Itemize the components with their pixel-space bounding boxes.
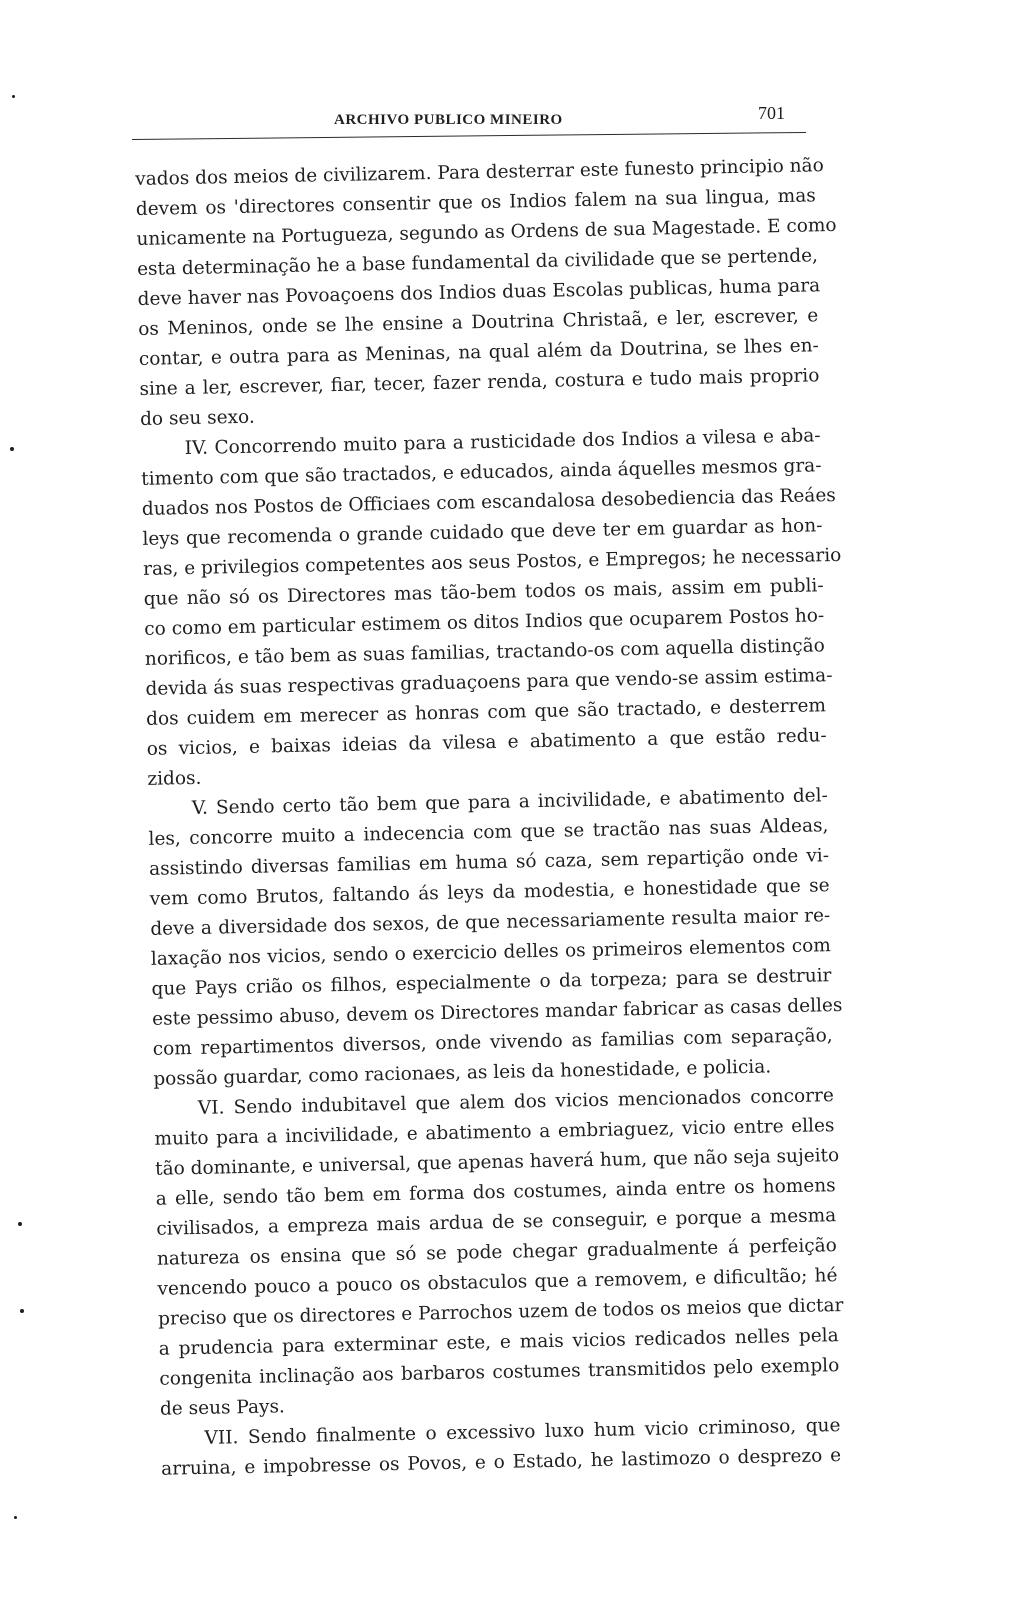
text-line: contar, e outra para as Meninas, na qual além da Doutrina, se lhes en- (138, 335, 819, 370)
text-line: les, concorre muito a indecencia com que se tractão nas suas Aldeas, (148, 815, 829, 850)
text-line: leys que recomenda o grande cuidado que deve ter em guardar as hon- (142, 515, 823, 550)
text-line: vencendo pouco a pouco os obstaculos que a removem, e dificultão; hé (157, 1265, 838, 1300)
scan-speck (12, 95, 15, 98)
header-rule (132, 132, 806, 140)
text-line: do seu sexo. (139, 406, 255, 430)
text-line: deve haver nas Povoaçoens dos Indios duas Escolas publicas, huma para (137, 275, 821, 310)
text-line: ras, e privilegios competentes aos seus Postos, e Empregos; he necessario (142, 544, 842, 580)
text-line: civilisados, a empreza mais ardua de se conseguir, e porque a mesma (156, 1205, 837, 1240)
text-line: dos cuidem em merecer as honras com que são tractado, e desterrem (145, 695, 827, 730)
text-line: norificos, e tão bem as suas familias, tractando-os com aquella distinção (144, 635, 825, 670)
text-line: natureza os ensina que só se pode chegar gradualmente á perfeição (156, 1235, 838, 1270)
text-line: esta determinação he a base fundamental da civilidade que se pertende, (136, 245, 819, 280)
scan-speck (18, 1222, 22, 1226)
text-line: que não só os Directores mas tão-bem todos os mais, assim em publi- (143, 575, 824, 610)
text-line: zidos. (147, 767, 202, 790)
scan-speck (14, 1516, 17, 1519)
text-line: os vicios, e baixas ideias da vilesa e abatimento a que estão redu- (146, 725, 827, 760)
text-line: tão dominante, e universal, que apenas haverá hum, que não seja sujeito (154, 1145, 840, 1180)
text-line: timento com que são tractados, e educados, ainda áquelles mesmos gra- (141, 455, 822, 490)
text-line: congenita inclinação aos barbaros costumes transmitidos pelo exemplo (159, 1355, 840, 1390)
text-line: sine a ler, escrever, fiar, tecer, fazer renda, costura e tudo mais proprio (139, 365, 820, 400)
scan-speck (20, 1309, 24, 1313)
text-line: assistindo diversas familias em huma só caza, sem repartição onde vi- (148, 845, 830, 880)
paragraph-v-start: V. Sendo certo tão bem que para a incivilidade, e abatimento del- (191, 785, 829, 819)
text-line: co como em particular estimem os ditos Indios que ocuparem Postos ho- (144, 605, 825, 640)
text-line: duados nos Postos de Officiaes com escandalosa desobediencia das Reáes (141, 485, 836, 520)
page-number: 701 (758, 103, 785, 123)
paragraph-vii-start: VII. Sendo finalmente o excessivo luxo hum vicio criminoso, que (204, 1415, 841, 1449)
text-line: a elle, sendo tão bem em forma dos costumes, ainda entre os homens (155, 1175, 836, 1210)
text-line: vados dos meios de civilizarem. Para desterrar este funesto principio não (135, 155, 824, 190)
text-line: de seus Pays. (159, 1396, 286, 1420)
scan-speck (10, 447, 14, 451)
text-line: a prudencia para exterminar este, e mais vicios redicados nelles pela (158, 1325, 839, 1360)
text-line: vem como Brutos, faltando ás leys da modestia, e honestidade que se (149, 875, 830, 910)
text-line: laxação nos vicios, sendo o exercicio delles os primeiros elementos com (150, 935, 832, 970)
text-line: arruina, e impobresse os Povos, e o Estado, he lastimozo o desprezo e (160, 1445, 842, 1480)
text-line: com repartimentos diversos, onde vivendo as familias com separação, (152, 1025, 833, 1060)
running-header: ARCHIVO PUBLICO MINEIRO (334, 112, 563, 128)
text-line: preciso que os directores e Parrochos uzem de todos os meios que dictar (157, 1295, 844, 1330)
text-line: deve a diversidade dos sexos, de que necessariamente resulta maior re- (150, 905, 831, 940)
text-line: que Pays crião os filhos, especialmente o da torpeza; para se destruir (151, 965, 832, 1000)
text-line: os Meninos, onde se lhe ensine a Doutrina Christaã, e ler, escrever, e (138, 305, 819, 340)
text-line: devem os 'directores consentir que os Indios falem na sua lingua, mas (135, 185, 816, 220)
text-line: este pessimo abuso, devem os Directores mandar fabricar as casas delles (151, 994, 843, 1030)
text-line: unicamente na Portugueza, segundo as Ordens de sua Magestade. E como (136, 214, 837, 250)
text-line: possão guardar, como racionaes, as leis da honestidade, e policia. (153, 1056, 772, 1090)
body-text (135, 151, 844, 1484)
text-line: muito para a incivilidade, e abatimento a embriaguez, vicio entre elles (154, 1115, 835, 1150)
paragraph-vi-start: VI. Sendo indubitavel que alem dos vicios mencionados concorre (197, 1085, 835, 1119)
text-line: devida ás suas respectivas graduaçoens para que vendo-se assim estima- (145, 665, 833, 700)
paragraph-iv-start: IV. Concorrendo muito para a rusticidade dos Indios a vilesa e aba- (184, 425, 821, 460)
